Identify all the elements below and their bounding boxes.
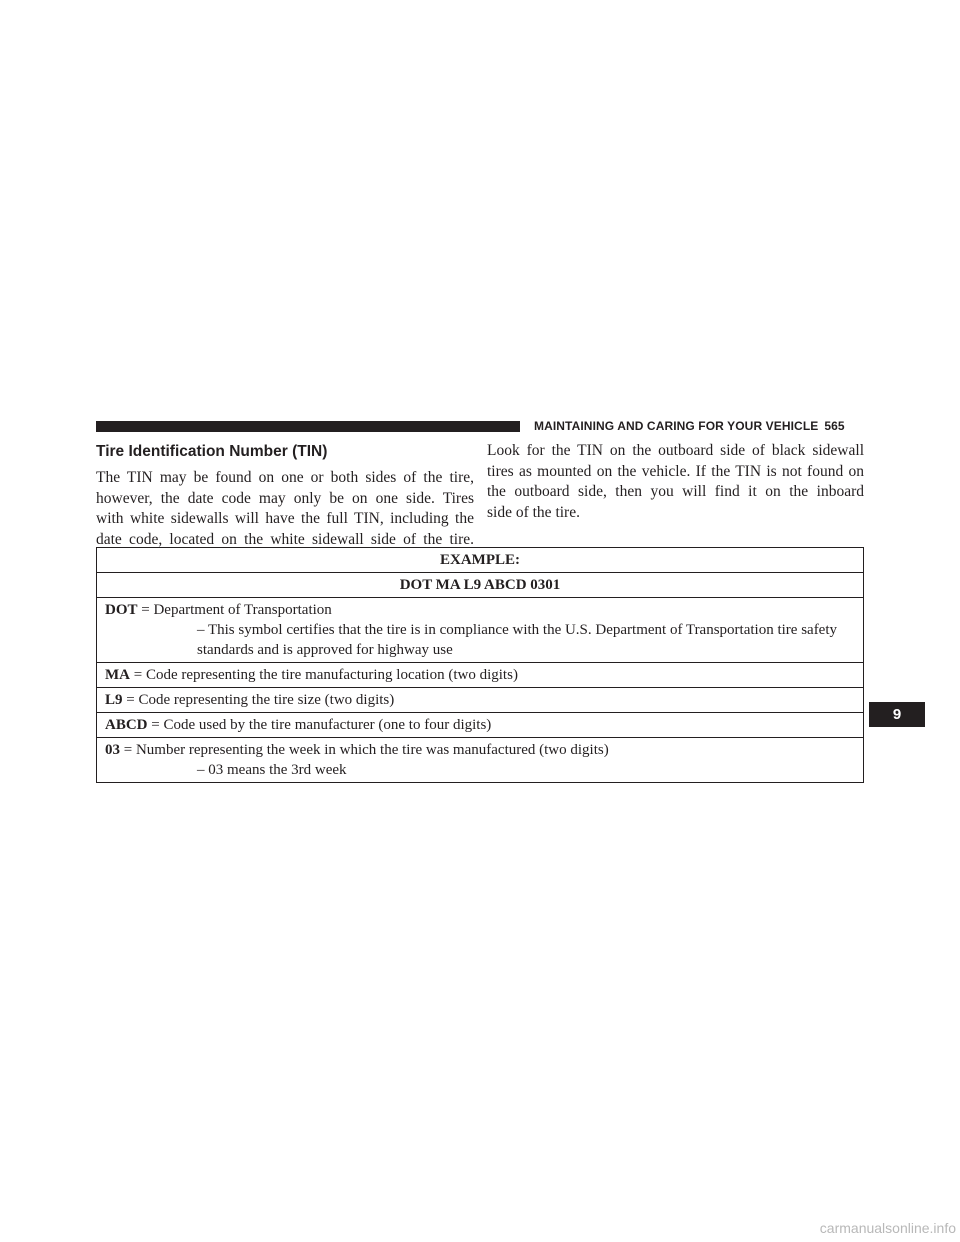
paragraph-line: the outboard side, then you will find it on the inboard: [487, 483, 864, 500]
right-column-paragraph: [487, 441, 864, 523]
table-row: [97, 713, 864, 738]
section-title: Tire Identification Number (TIN): [96, 443, 328, 460]
code-term: MA: [105, 667, 130, 683]
table-row: [97, 688, 864, 713]
code-term: ABCD: [105, 717, 148, 733]
definition-cell: [97, 663, 864, 688]
definition-cell: [97, 598, 864, 663]
paragraph-line: Look for the TIN on the outboard side of black sidewall: [487, 442, 864, 459]
header-rule: [96, 421, 520, 432]
code-note: – 03 means the 3rd week: [197, 762, 347, 778]
table-row: [97, 548, 864, 573]
paragraph-line: The TIN may be found on one or both sides of the tire,: [96, 469, 474, 486]
paragraph-line: with white sidewalls will have the full TIN, including the: [96, 510, 474, 527]
header-section-title: MAINTAINING AND CARING FOR YOUR VEHICLE: [534, 419, 819, 433]
paragraph-line: side of the tire.: [487, 503, 580, 521]
table-row: [97, 598, 864, 663]
definition-cell: [97, 688, 864, 713]
code-definition: = Department of Transportation: [137, 602, 332, 618]
example-heading: EXAMPLE:: [97, 548, 864, 573]
paragraph-line: tires as mounted on the vehicle. If the TIN is not found on: [487, 462, 864, 480]
code-definition: = Code representing the tire size (two digits): [122, 692, 395, 708]
page-number: 565: [824, 419, 845, 433]
code-definition: = Code representing the tire manufacturing location (two digits): [130, 667, 518, 683]
watermark: carmanualsonline.info: [819, 1220, 956, 1236]
chapter-tab: 9: [869, 702, 925, 727]
code-definition: = Code used by the tire manufacturer (one to four digits): [147, 717, 492, 733]
definition-cell: [97, 713, 864, 738]
code-definition: = Number representing the week in which the tire was manufactured (two digits): [120, 742, 609, 758]
table-row: [97, 573, 864, 598]
paragraph-line: date code, located on the white sidewall side of the tire.: [96, 530, 474, 548]
code-term: L9: [105, 692, 123, 708]
code-note: – This symbol certifies that the tire is in compliance with the U.S. Department of Transportation tire safety standards and is approved for highway use: [197, 622, 838, 658]
tin-example-table: [96, 547, 864, 783]
left-column-paragraph: [96, 468, 474, 550]
table-row: [97, 663, 864, 688]
code-term: 03: [105, 742, 120, 758]
example-code: DOT MA L9 ABCD 0301: [97, 573, 864, 598]
code-term: DOT: [105, 602, 138, 618]
table-row: [97, 738, 864, 783]
running-header: [534, 417, 864, 435]
definition-cell: [97, 738, 864, 783]
paragraph-line: however, the date code may only be on one side. Tires: [96, 489, 474, 507]
